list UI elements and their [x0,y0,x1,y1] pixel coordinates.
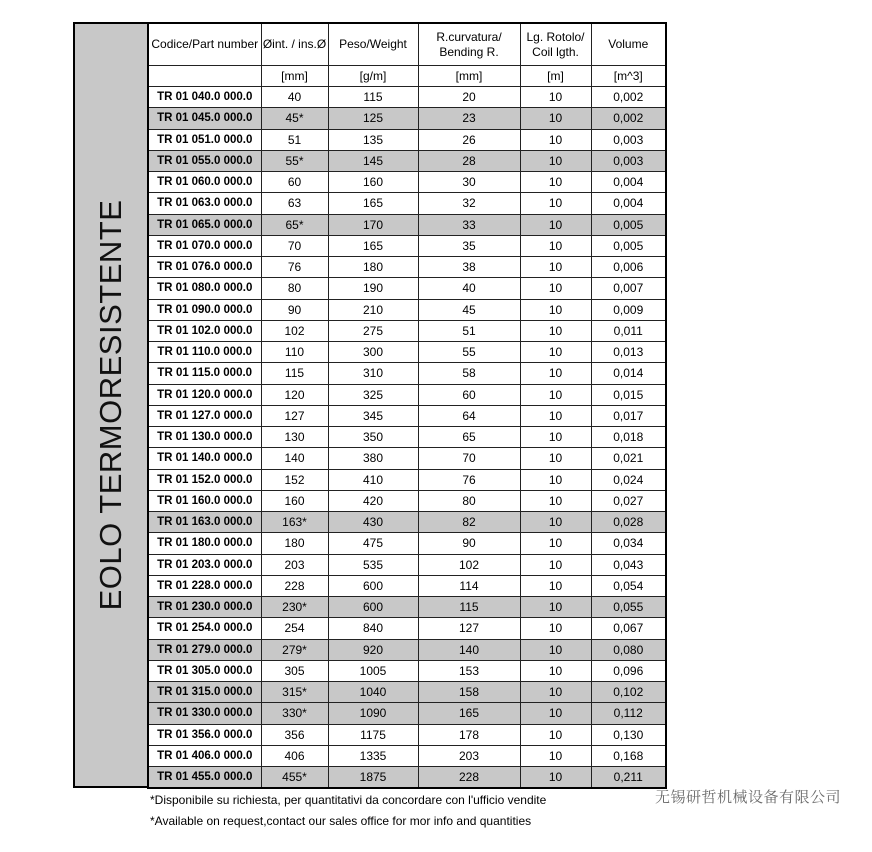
diameter-cell: 140 [261,448,328,469]
bending-radius-cell: 38 [418,257,520,278]
volume-cell: 0,096 [591,660,666,681]
volume-cell: 0,130 [591,724,666,745]
header-row [148,23,666,66]
part-number-cell: TR 01 406.0 000.0 [148,745,261,766]
coil-length-cell: 10 [520,363,591,384]
bending-radius-cell: 64 [418,405,520,426]
part-number-cell: TR 01 063.0 000.0 [148,193,261,214]
weight-cell: 160 [328,172,418,193]
diameter-cell: 51 [261,129,328,150]
weight-cell: 170 [328,214,418,235]
bending-radius-cell: 203 [418,745,520,766]
coil-length-cell: 10 [520,682,591,703]
diameter-cell: 40 [261,87,328,108]
bending-radius-cell: 33 [418,214,520,235]
column-header: Codice/Part number [148,23,261,66]
volume-cell: 0,043 [591,554,666,575]
bending-radius-cell: 102 [418,554,520,575]
coil-length-cell: 10 [520,469,591,490]
diameter-cell: 115 [261,363,328,384]
table-row [148,405,666,426]
coil-length-cell: 10 [520,575,591,596]
bending-radius-cell: 90 [418,533,520,554]
table-row [148,724,666,745]
weight-cell: 135 [328,129,418,150]
weight-cell: 535 [328,554,418,575]
diameter-cell: 230* [261,597,328,618]
part-number-cell: TR 01 120.0 000.0 [148,384,261,405]
volume-cell: 0,006 [591,257,666,278]
volume-cell: 0,005 [591,214,666,235]
diameter-cell: 120 [261,384,328,405]
volume-cell: 0,002 [591,108,666,129]
weight-cell: 325 [328,384,418,405]
diameter-cell: 455* [261,767,328,789]
table-row [148,554,666,575]
volume-cell: 0,102 [591,682,666,703]
weight-cell: 165 [328,193,418,214]
bending-radius-cell: 228 [418,767,520,789]
table-row [148,575,666,596]
part-number-cell: TR 01 330.0 000.0 [148,703,261,724]
column-header: R.curvatura/ Bending R. [418,23,520,66]
coil-length-cell: 10 [520,597,591,618]
table-row [148,235,666,256]
coil-length-cell: 10 [520,724,591,745]
table-row [148,193,666,214]
volume-cell: 0,018 [591,427,666,448]
coil-length-cell: 10 [520,87,591,108]
volume-cell: 0,013 [591,342,666,363]
weight-cell: 600 [328,597,418,618]
coil-length-cell: 10 [520,150,591,171]
volume-cell: 0,055 [591,597,666,618]
volume-cell: 0,211 [591,767,666,789]
weight-cell: 115 [328,87,418,108]
diameter-cell: 315* [261,682,328,703]
product-name: EOLO TERMORESISTENTE [93,199,128,611]
bending-radius-cell: 65 [418,427,520,448]
diameter-cell: 130 [261,427,328,448]
unit-cell: [mm] [261,66,328,87]
table-row [148,745,666,766]
volume-cell: 0,003 [591,150,666,171]
coil-length-cell: 10 [520,512,591,533]
column-header: Volume [591,23,666,66]
weight-cell: 300 [328,342,418,363]
diameter-cell: 356 [261,724,328,745]
column-header: Peso/Weight [328,23,418,66]
diameter-cell: 55* [261,150,328,171]
coil-length-cell: 10 [520,745,591,766]
part-number-cell: TR 01 180.0 000.0 [148,533,261,554]
volume-cell: 0,009 [591,299,666,320]
part-number-cell: TR 01 076.0 000.0 [148,257,261,278]
table-row [148,618,666,639]
weight-cell: 165 [328,235,418,256]
weight-cell: 1005 [328,660,418,681]
diameter-cell: 110 [261,342,328,363]
column-header: Lg. Rotolo/ Coil lgth. [520,23,591,66]
bending-radius-cell: 158 [418,682,520,703]
coil-length-cell: 10 [520,703,591,724]
table-row [148,660,666,681]
volume-cell: 0,168 [591,745,666,766]
diameter-cell: 45* [261,108,328,129]
footnote-english: *Available on request,contact our sales office for mor info and quantities [150,814,532,828]
weight-cell: 1040 [328,682,418,703]
weight-cell: 180 [328,257,418,278]
diameter-cell: 76 [261,257,328,278]
part-number-cell: TR 01 110.0 000.0 [148,342,261,363]
table-row [148,342,666,363]
table-row [148,512,666,533]
weight-cell: 475 [328,533,418,554]
company-watermark: 无锡研哲机械设备有限公司 [655,788,842,806]
coil-length-cell: 10 [520,214,591,235]
volume-cell: 0,017 [591,405,666,426]
volume-cell: 0,067 [591,618,666,639]
bending-radius-cell: 45 [418,299,520,320]
part-number-cell: TR 01 254.0 000.0 [148,618,261,639]
coil-length-cell: 10 [520,448,591,469]
table-row [148,87,666,108]
part-number-cell: TR 01 065.0 000.0 [148,214,261,235]
table-row [148,214,666,235]
diameter-cell: 127 [261,405,328,426]
diameter-cell: 305 [261,660,328,681]
volume-cell: 0,015 [591,384,666,405]
product-name-band [73,22,147,788]
diameter-cell: 163* [261,512,328,533]
part-number-cell: TR 01 055.0 000.0 [148,150,261,171]
table-row [148,384,666,405]
weight-cell: 1875 [328,767,418,789]
part-number-cell: TR 01 279.0 000.0 [148,639,261,660]
table-row [148,320,666,341]
coil-length-cell: 10 [520,320,591,341]
bending-radius-cell: 178 [418,724,520,745]
table-row [148,172,666,193]
weight-cell: 125 [328,108,418,129]
coil-length-cell: 10 [520,639,591,660]
units-row [148,66,666,87]
part-number-cell: TR 01 051.0 000.0 [148,129,261,150]
table-row [148,278,666,299]
table-row [148,448,666,469]
bending-radius-cell: 153 [418,660,520,681]
weight-cell: 1175 [328,724,418,745]
part-number-cell: TR 01 160.0 000.0 [148,490,261,511]
bending-radius-cell: 26 [418,129,520,150]
table-row [148,490,666,511]
volume-cell: 0,004 [591,193,666,214]
weight-cell: 840 [328,618,418,639]
volume-cell: 0,007 [591,278,666,299]
bending-radius-cell: 30 [418,172,520,193]
bending-radius-cell: 165 [418,703,520,724]
coil-length-cell: 10 [520,405,591,426]
part-number-cell: TR 01 070.0 000.0 [148,235,261,256]
weight-cell: 380 [328,448,418,469]
weight-cell: 190 [328,278,418,299]
table-row [148,469,666,490]
bending-radius-cell: 32 [418,193,520,214]
diameter-cell: 228 [261,575,328,596]
part-number-cell: TR 01 356.0 000.0 [148,724,261,745]
part-number-cell: TR 01 305.0 000.0 [148,660,261,681]
bending-radius-cell: 140 [418,639,520,660]
footnotes [150,790,546,832]
coil-length-cell: 10 [520,278,591,299]
bending-radius-cell: 70 [418,448,520,469]
part-number-cell: TR 01 152.0 000.0 [148,469,261,490]
diameter-cell: 254 [261,618,328,639]
coil-length-cell: 10 [520,193,591,214]
part-number-cell: TR 01 045.0 000.0 [148,108,261,129]
bending-radius-cell: 60 [418,384,520,405]
diameter-cell: 330* [261,703,328,724]
weight-cell: 350 [328,427,418,448]
diameter-cell: 406 [261,745,328,766]
coil-length-cell: 10 [520,129,591,150]
diameter-cell: 279* [261,639,328,660]
volume-cell: 0,014 [591,363,666,384]
table-row [148,533,666,554]
coil-length-cell: 10 [520,660,591,681]
volume-cell: 0,024 [591,469,666,490]
coil-length-cell: 10 [520,108,591,129]
table-row [148,682,666,703]
part-number-cell: TR 01 228.0 000.0 [148,575,261,596]
coil-length-cell: 10 [520,342,591,363]
bending-radius-cell: 20 [418,87,520,108]
part-number-cell: TR 01 102.0 000.0 [148,320,261,341]
part-number-cell: TR 01 127.0 000.0 [148,405,261,426]
diameter-cell: 60 [261,172,328,193]
part-number-cell: TR 01 060.0 000.0 [148,172,261,193]
volume-cell: 0,003 [591,129,666,150]
volume-cell: 0,028 [591,512,666,533]
weight-cell: 310 [328,363,418,384]
unit-cell: [m] [520,66,591,87]
weight-cell: 210 [328,299,418,320]
diameter-cell: 63 [261,193,328,214]
unit-cell: [mm] [418,66,520,87]
volume-cell: 0,005 [591,235,666,256]
table-row [148,639,666,660]
bending-radius-cell: 115 [418,597,520,618]
volume-cell: 0,011 [591,320,666,341]
part-number-cell: TR 01 090.0 000.0 [148,299,261,320]
unit-cell [148,66,261,87]
bending-radius-cell: 127 [418,618,520,639]
bending-radius-cell: 58 [418,363,520,384]
weight-cell: 1090 [328,703,418,724]
table-row [148,703,666,724]
unit-cell: [g/m] [328,66,418,87]
coil-length-cell: 10 [520,384,591,405]
weight-cell: 1335 [328,745,418,766]
table-row [148,363,666,384]
footnote-italian: *Disponibile su richiesta, per quantitativi da concordare con l'ufficio vendite [150,793,547,807]
part-number-cell: TR 01 163.0 000.0 [148,512,261,533]
diameter-cell: 152 [261,469,328,490]
coil-length-cell: 10 [520,257,591,278]
coil-length-cell: 10 [520,767,591,789]
coil-length-cell: 10 [520,533,591,554]
bending-radius-cell: 80 [418,490,520,511]
bending-radius-cell: 35 [418,235,520,256]
coil-length-cell: 10 [520,235,591,256]
table-row [148,427,666,448]
volume-cell: 0,002 [591,87,666,108]
weight-cell: 145 [328,150,418,171]
volume-cell: 0,080 [591,639,666,660]
volume-cell: 0,027 [591,490,666,511]
volume-cell: 0,004 [591,172,666,193]
diameter-cell: 160 [261,490,328,511]
weight-cell: 275 [328,320,418,341]
part-number-cell: TR 01 130.0 000.0 [148,427,261,448]
table-row [148,129,666,150]
table-row [148,597,666,618]
table-row [148,150,666,171]
table-row [148,108,666,129]
weight-cell: 410 [328,469,418,490]
diameter-cell: 102 [261,320,328,341]
weight-cell: 430 [328,512,418,533]
coil-length-cell: 10 [520,172,591,193]
part-number-cell: TR 01 455.0 000.0 [148,767,261,789]
part-number-cell: TR 01 315.0 000.0 [148,682,261,703]
bending-radius-cell: 51 [418,320,520,341]
volume-cell: 0,021 [591,448,666,469]
coil-length-cell: 10 [520,554,591,575]
volume-cell: 0,054 [591,575,666,596]
coil-length-cell: 10 [520,299,591,320]
part-number-cell: TR 01 230.0 000.0 [148,597,261,618]
volume-cell: 0,112 [591,703,666,724]
bending-radius-cell: 28 [418,150,520,171]
table-row [148,767,666,789]
spec-table [147,22,667,789]
part-number-cell: TR 01 115.0 000.0 [148,363,261,384]
diameter-cell: 203 [261,554,328,575]
weight-cell: 345 [328,405,418,426]
bending-radius-cell: 76 [418,469,520,490]
table-row [148,299,666,320]
bending-radius-cell: 23 [418,108,520,129]
bending-radius-cell: 82 [418,512,520,533]
coil-length-cell: 10 [520,427,591,448]
part-number-cell: TR 01 203.0 000.0 [148,554,261,575]
volume-cell: 0,034 [591,533,666,554]
coil-length-cell: 10 [520,490,591,511]
part-number-cell: TR 01 080.0 000.0 [148,278,261,299]
diameter-cell: 180 [261,533,328,554]
column-header: Øint. / ins.Ø [261,23,328,66]
weight-cell: 920 [328,639,418,660]
table-row [148,257,666,278]
bending-radius-cell: 114 [418,575,520,596]
bending-radius-cell: 40 [418,278,520,299]
coil-length-cell: 10 [520,618,591,639]
diameter-cell: 65* [261,214,328,235]
diameter-cell: 80 [261,278,328,299]
diameter-cell: 70 [261,235,328,256]
weight-cell: 600 [328,575,418,596]
part-number-cell: TR 01 040.0 000.0 [148,87,261,108]
unit-cell: [m^3] [591,66,666,87]
diameter-cell: 90 [261,299,328,320]
part-number-cell: TR 01 140.0 000.0 [148,448,261,469]
weight-cell: 420 [328,490,418,511]
bending-radius-cell: 55 [418,342,520,363]
